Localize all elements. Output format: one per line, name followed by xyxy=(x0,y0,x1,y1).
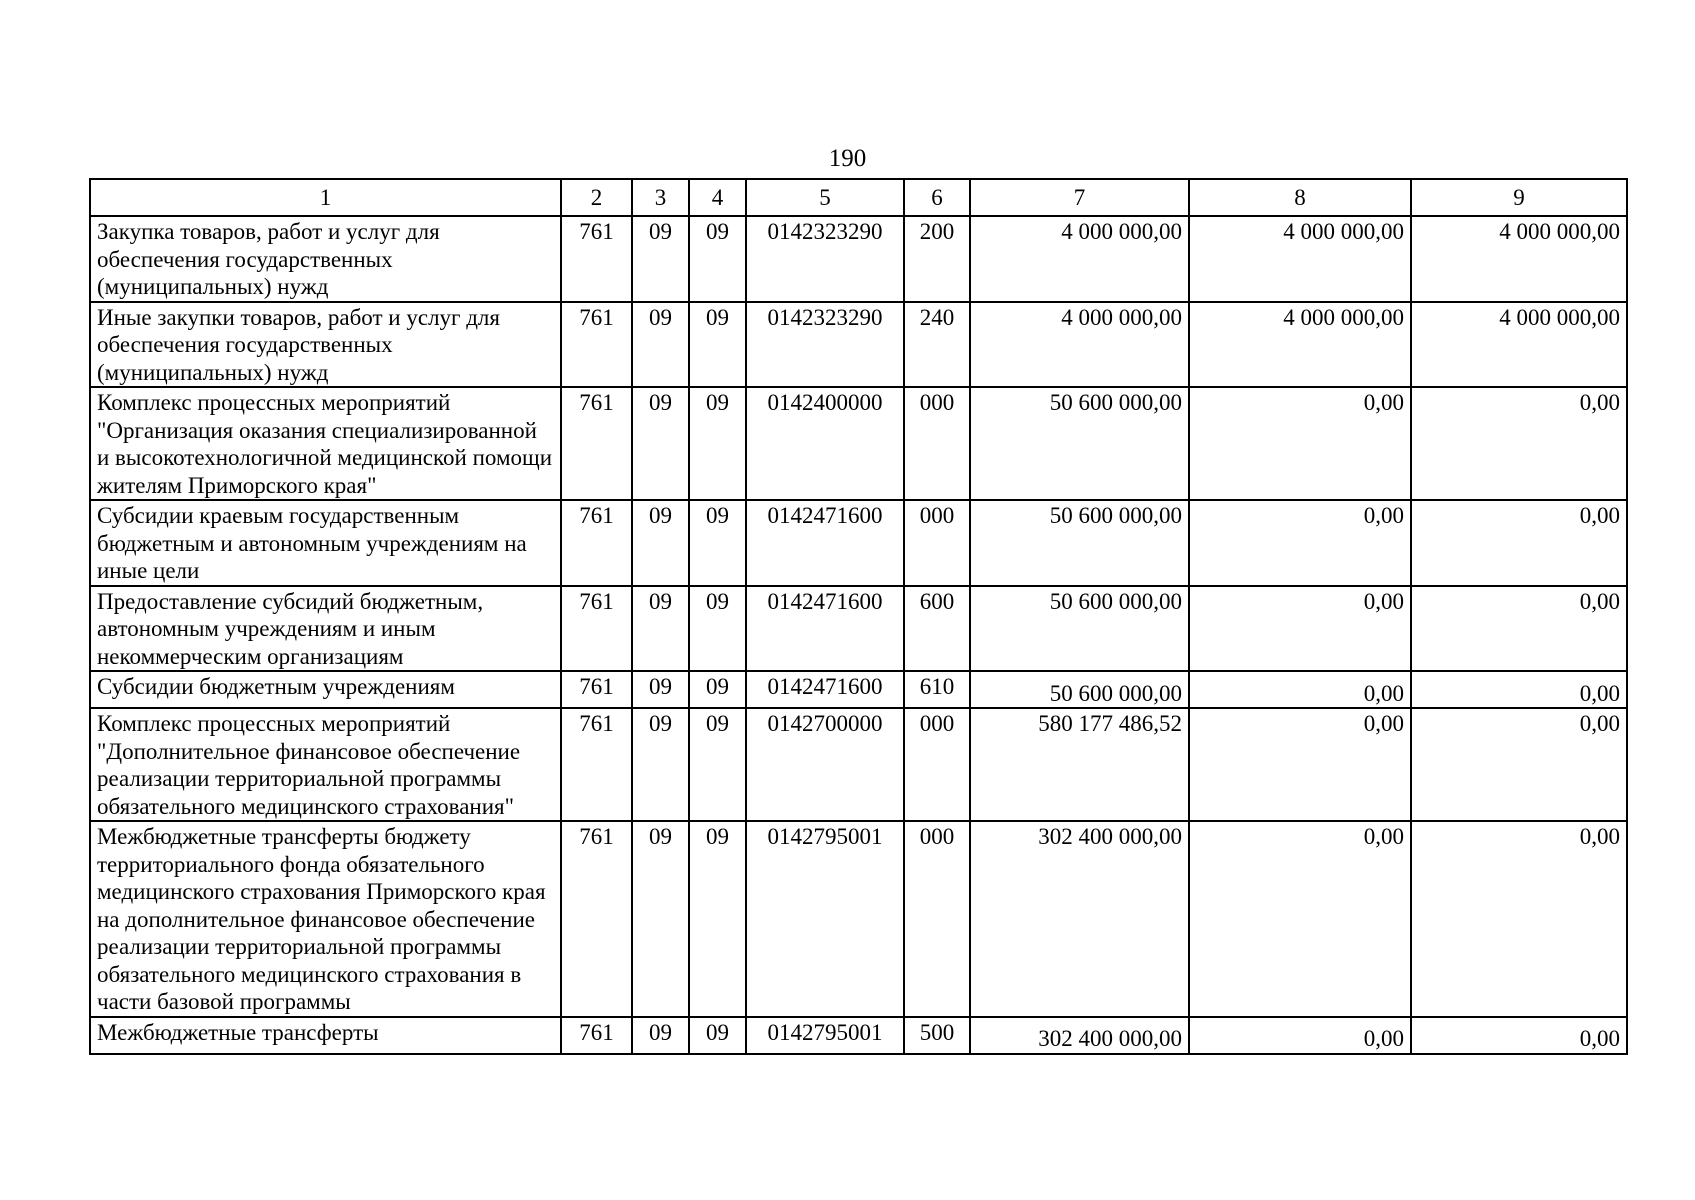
table-row xyxy=(90,216,1627,302)
column-header: 7 xyxy=(970,179,1189,216)
expense-type-code: 200 xyxy=(904,216,970,302)
amount-col8: 0,00 xyxy=(1189,708,1411,821)
section-code: 09 xyxy=(632,302,689,388)
section-code: 09 xyxy=(632,671,689,708)
section-code: 09 xyxy=(632,500,689,586)
ministry-code: 761 xyxy=(561,500,632,586)
target-article-code: 0142323290 xyxy=(746,216,904,302)
subsection-code: 09 xyxy=(689,216,746,302)
amount-col8: 0,00 xyxy=(1189,500,1411,586)
amount-col7: 4 000 000,00 xyxy=(970,216,1189,302)
section-code: 09 xyxy=(632,387,689,500)
table-row xyxy=(90,387,1627,500)
target-article-code: 0142400000 xyxy=(746,387,904,500)
ministry-code: 761 xyxy=(561,302,632,388)
column-header: 3 xyxy=(632,179,689,216)
amount-col8: 0,00 xyxy=(1189,1017,1411,1054)
amount-col9: 0,00 xyxy=(1411,387,1627,500)
expense-type-code: 600 xyxy=(904,586,970,672)
ministry-code: 761 xyxy=(561,586,632,672)
column-header: 1 xyxy=(90,179,561,216)
subsection-code: 09 xyxy=(689,500,746,586)
expense-type-code: 000 xyxy=(904,387,970,500)
table-row xyxy=(90,1017,1627,1054)
expense-name: Комплекс процессных мероприятий "Организация оказания специализированной и высокотехнологичной медицинской помощи жителям Приморского края" xyxy=(90,387,561,500)
expense-type-code: 000 xyxy=(904,708,970,821)
amount-col7: 302 400 000,00 xyxy=(970,821,1189,1017)
target-article-code: 0142471600 xyxy=(746,500,904,586)
target-article-code: 0142471600 xyxy=(746,586,904,672)
page-number: 190 xyxy=(828,145,867,172)
expense-type-code: 000 xyxy=(904,821,970,1017)
amount-col9: 0,00 xyxy=(1411,821,1627,1017)
amount-col7: 50 600 000,00 xyxy=(970,387,1189,500)
subsection-code: 09 xyxy=(689,1017,746,1054)
subsection-code: 09 xyxy=(689,586,746,672)
expense-type-code: 000 xyxy=(904,500,970,586)
expense-name: Межбюджетные трансферты xyxy=(90,1017,561,1054)
target-article-code: 0142700000 xyxy=(746,708,904,821)
amount-col7: 50 600 000,00 xyxy=(970,500,1189,586)
amount-col9: 0,00 xyxy=(1411,671,1627,708)
amount-col9: 0,00 xyxy=(1411,708,1627,821)
amount-col7: 4 000 000,00 xyxy=(970,302,1189,388)
target-article-code: 0142795001 xyxy=(746,821,904,1017)
expense-name: Комплекс процессных мероприятий "Дополнительное финансовое обеспечение реализации территориальной программы обязательного медицинского страхования" xyxy=(90,708,561,821)
table-row xyxy=(90,671,1627,708)
amount-col7: 302 400 000,00 xyxy=(970,1017,1189,1054)
section-code: 09 xyxy=(632,216,689,302)
table-row xyxy=(90,500,1627,586)
section-code: 09 xyxy=(632,586,689,672)
target-article-code: 0142471600 xyxy=(746,671,904,708)
subsection-code: 09 xyxy=(689,708,746,821)
ministry-code: 761 xyxy=(561,671,632,708)
expense-type-code: 500 xyxy=(904,1017,970,1054)
section-code: 09 xyxy=(632,1017,689,1054)
expense-name: Предоставление субсидий бюджетным, автономным учреждениям и иным некоммерческим организациям xyxy=(90,586,561,672)
amount-col8: 4 000 000,00 xyxy=(1189,302,1411,388)
amount-col9: 0,00 xyxy=(1411,586,1627,672)
column-header: 9 xyxy=(1411,179,1627,216)
column-header: 6 xyxy=(904,179,970,216)
amount-col7: 50 600 000,00 xyxy=(970,671,1189,708)
amount-col9: 4 000 000,00 xyxy=(1411,216,1627,302)
ministry-code: 761 xyxy=(561,708,632,821)
column-header: 4 xyxy=(689,179,746,216)
subsection-code: 09 xyxy=(689,302,746,388)
expense-name: Межбюджетные трансферты бюджету территориального фонда обязательного медицинского страхования Приморского края на дополнительное финансовое обеспечение реализации территориальной программы обязательного медицинского страхования в части базовой программы xyxy=(90,821,561,1017)
header-row xyxy=(90,179,1627,216)
subsection-code: 09 xyxy=(689,387,746,500)
table-row xyxy=(90,821,1627,1017)
target-article-code: 0142795001 xyxy=(746,1017,904,1054)
subsection-code: 09 xyxy=(689,671,746,708)
amount-col9: 4 000 000,00 xyxy=(1411,302,1627,388)
table-row xyxy=(90,708,1627,821)
subsection-code: 09 xyxy=(689,821,746,1017)
amount-col8: 4 000 000,00 xyxy=(1189,216,1411,302)
table-row xyxy=(90,586,1627,672)
table-row xyxy=(90,302,1627,388)
column-header: 5 xyxy=(746,179,904,216)
column-header: 8 xyxy=(1189,179,1411,216)
target-article-code: 0142323290 xyxy=(746,302,904,388)
ministry-code: 761 xyxy=(561,387,632,500)
amount-col9: 0,00 xyxy=(1411,500,1627,586)
expense-type-code: 610 xyxy=(904,671,970,708)
amount-col7: 580 177 486,52 xyxy=(970,708,1189,821)
section-code: 09 xyxy=(632,708,689,821)
column-header: 2 xyxy=(561,179,632,216)
amount-col9: 0,00 xyxy=(1411,1017,1627,1054)
ministry-code: 761 xyxy=(561,1017,632,1054)
ministry-code: 761 xyxy=(561,216,632,302)
expense-type-code: 240 xyxy=(904,302,970,388)
expense-name: Иные закупки товаров, работ и услуг для обеспечения государственных (муниципальных) нужд xyxy=(90,302,561,388)
amount-col7: 50 600 000,00 xyxy=(970,586,1189,672)
amount-col8: 0,00 xyxy=(1189,821,1411,1017)
amount-col8: 0,00 xyxy=(1189,671,1411,708)
budget-table xyxy=(89,178,1628,1055)
expense-name: Закупка товаров, работ и услуг для обеспечения государственных (муниципальных) нужд xyxy=(90,216,561,302)
amount-col8: 0,00 xyxy=(1189,387,1411,500)
amount-col8: 0,00 xyxy=(1189,586,1411,672)
section-code: 09 xyxy=(632,821,689,1017)
expense-name: Субсидии бюджетным учреждениям xyxy=(90,671,561,708)
ministry-code: 761 xyxy=(561,821,632,1017)
expense-name: Субсидии краевым государственным бюджетным и автономным учреждениям на иные цели xyxy=(90,500,561,586)
